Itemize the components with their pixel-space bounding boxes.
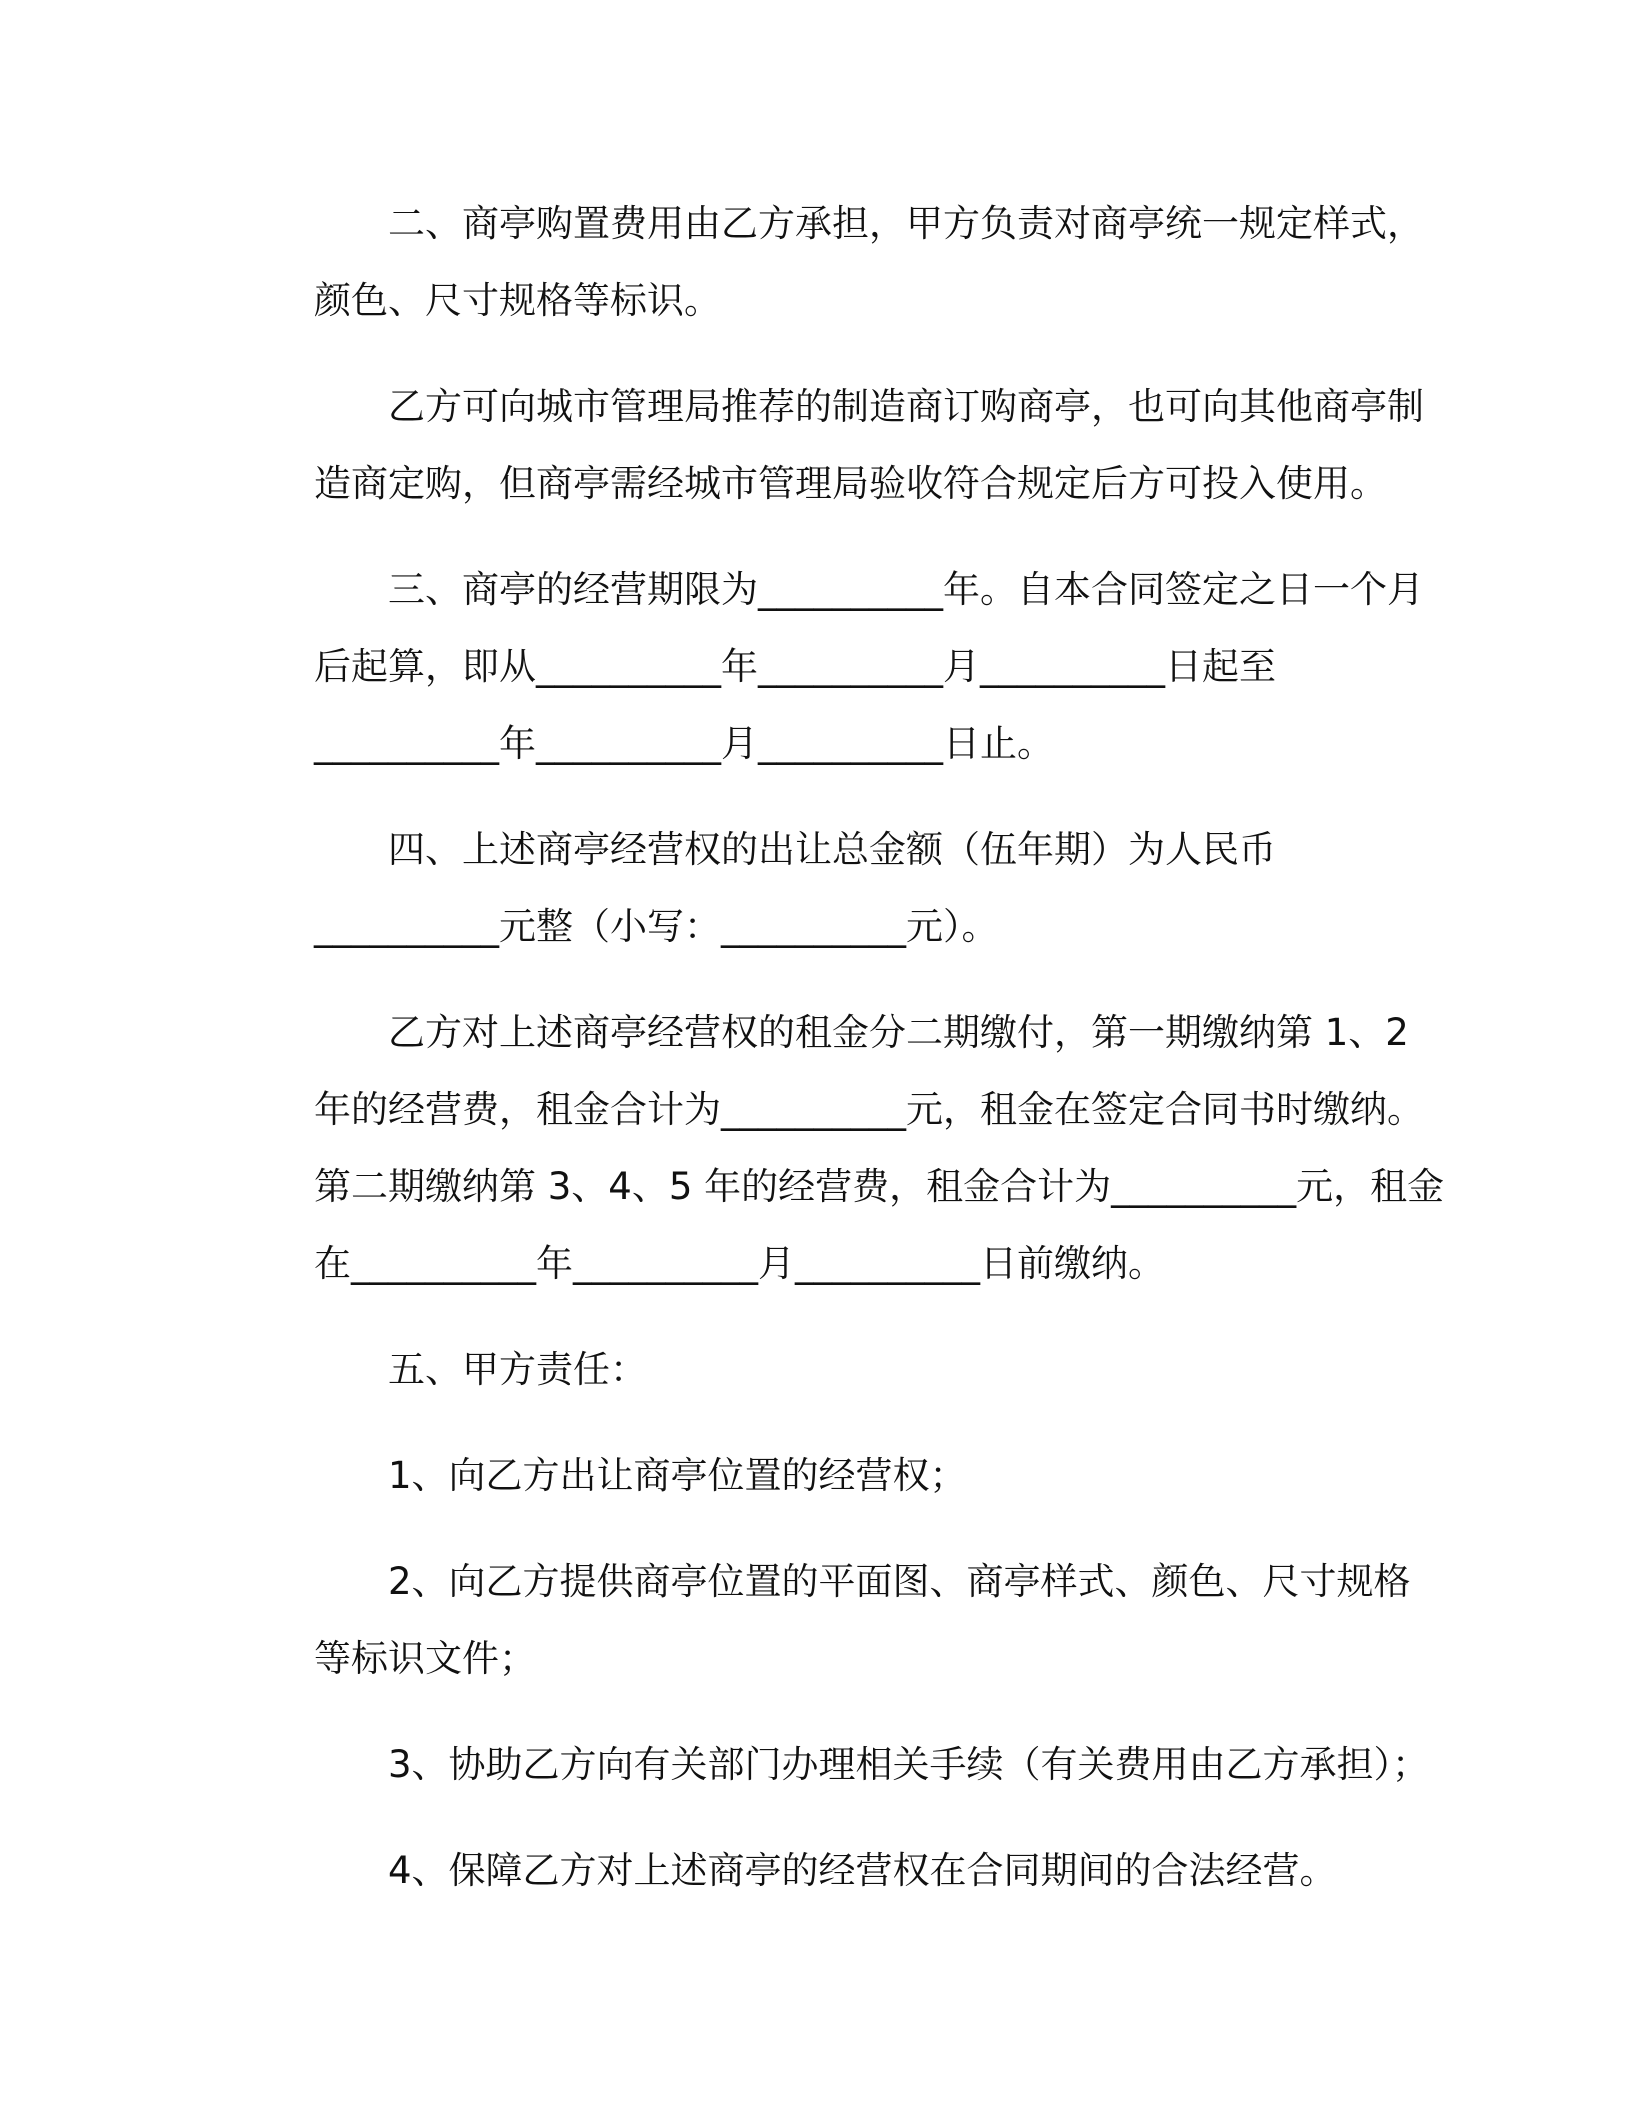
text-line: 3、协助乙方向有关部门办理相关手续（有关费用由乙方承担）；: [388, 1743, 1430, 1786]
paragraph-rent-installments: [240, 994, 1445, 1302]
text-line: 第二期缴纳第 3、4、5 年的经营费，租金合计为__________元，租金: [314, 1165, 1445, 1208]
text-line: 后起算，即从__________年__________月__________日起至: [314, 645, 1276, 688]
paragraph-operating-term: [240, 551, 1424, 782]
text-line: 1、向乙方出让商亭位置的经营权；: [388, 1454, 967, 1497]
text-line: 2、向乙方提供商亭位置的平面图、商亭样式、颜色、尺寸规格: [388, 1560, 1411, 1603]
text-line: 在__________年__________月__________日前缴纳。: [314, 1242, 1165, 1285]
list-item-duty-1: [240, 1437, 1385, 1514]
list-item-duty-3: [240, 1726, 1430, 1803]
text-line: 乙方对上述商亭经营权的租金分二期缴付，第一期缴纳第 1、2: [388, 1011, 1409, 1054]
text-line: 五、甲方责任：: [388, 1348, 647, 1391]
text-line: 二、商亭购置费用由乙方承担，甲方负责对商亭统一规定样式，: [388, 202, 1424, 245]
text-line: __________年__________月__________日止。: [314, 722, 1054, 765]
document-body: [240, 185, 1445, 1938]
text-line: 造商定购，但商亭需经城市管理局验收符合规定后方可投入使用。: [314, 462, 1387, 505]
list-item-duty-4: [240, 1832, 1385, 1909]
text-line: 等标识文件；: [314, 1637, 536, 1680]
text-line: 乙方可向城市管理局推荐的制造商订购商亭，也可向其他商亭制: [388, 385, 1424, 428]
text-line: 年的经营费，租金合计为__________元，租金在签定合同书时缴纳。: [314, 1088, 1424, 1131]
paragraph-kiosk-purchase-cost: [240, 185, 1424, 339]
text-line: 四、上述商亭经营权的出让总金额（伍年期）为人民币: [388, 828, 1276, 871]
text-line: 颜色、尺寸规格等标识。: [314, 279, 721, 322]
list-item-duty-2: [240, 1543, 1411, 1697]
text-line: 4、保障乙方对上述商亭的经营权在合同期间的合法经营。: [388, 1849, 1337, 1892]
text-line: __________元整（小写：__________元）。: [314, 905, 999, 948]
text-line: 三、商亭的经营期限为__________年。自本合同签定之日一个月: [388, 568, 1424, 611]
paragraph-kiosk-manufacturer: [240, 368, 1424, 522]
paragraph-total-amount: [240, 811, 1385, 965]
section-heading-party-a-duties: [240, 1331, 1385, 1408]
